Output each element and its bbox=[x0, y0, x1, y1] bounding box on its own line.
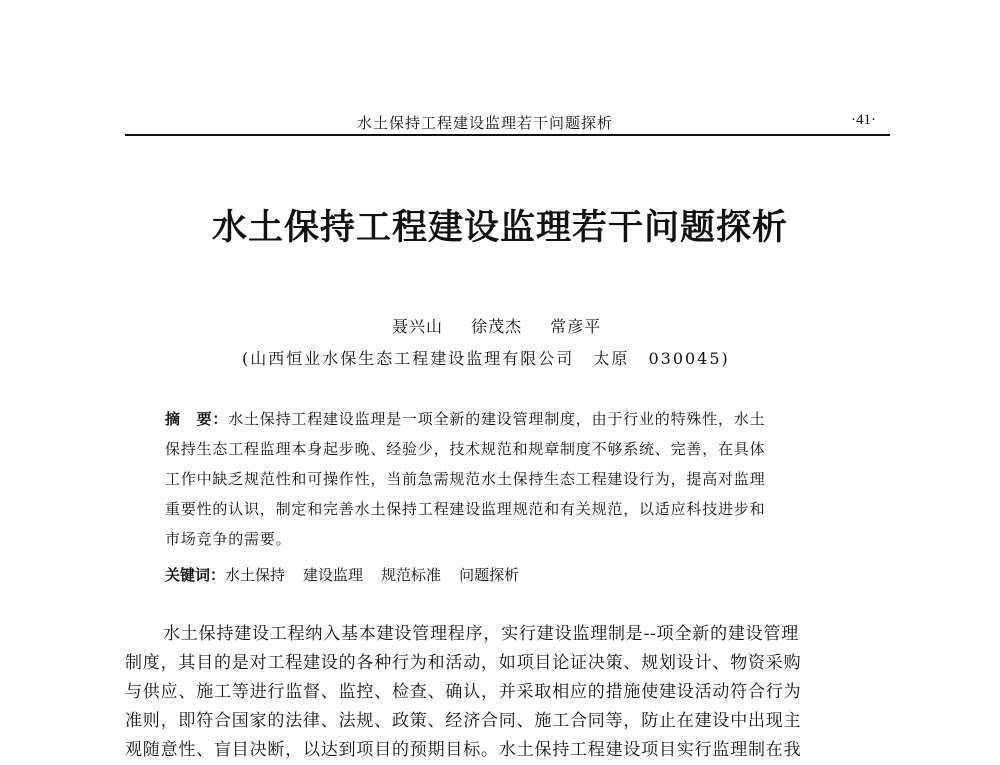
keywords-label: 关键词： bbox=[165, 566, 226, 584]
abstract-text: 水土保持工程建设监理是一项全新的建设管理制度，由于行业的特殊性，水土 bbox=[228, 410, 766, 428]
body-line: 准则，即符合国家的法律、法规、政策、经济合同、施工合同等，防止在建设中出现主 bbox=[125, 711, 802, 731]
keywords bbox=[165, 560, 537, 590]
author-name: 徐茂杰 bbox=[471, 317, 523, 336]
author-name: 聂兴山 bbox=[392, 317, 444, 336]
keyword: 水土保持 bbox=[225, 566, 286, 584]
body-line: 水土保持建设工程纳入基本建设管理程序，实行建设监理制是--项全新的建设管理 bbox=[163, 624, 800, 644]
body-line: 与供应、施工等进行监督、监控、检查、确认，并采取相应的措施使建设活动符合行为 bbox=[125, 682, 802, 702]
author-name: 常彦平 bbox=[550, 317, 602, 336]
header-rule bbox=[125, 134, 890, 136]
running-title: 水土保持工程建设监理若干问题探析 bbox=[357, 114, 614, 132]
affiliation-city: 太原 bbox=[593, 349, 630, 368]
abstract-line bbox=[165, 404, 855, 434]
keyword: 问题探析 bbox=[459, 566, 520, 584]
abstract-line: 重要性的认识，制定和完善水土保持工程建设监理规范和有关规范，以适应科技进步和 bbox=[165, 500, 766, 518]
running-head bbox=[125, 112, 890, 134]
body-line: 制度，其目的是对工程建设的各种行为和活动，如项目论证决策、规划设计、物资采购 bbox=[125, 653, 802, 673]
article-title: 水土保持工程建设监理若干问题探析 bbox=[211, 207, 788, 248]
abstract-line: 保持生态工程监理本身起步晚、经验少，技术规范和规章制度不够系统、完善，在具体 bbox=[165, 440, 766, 458]
body-paragraph bbox=[125, 620, 895, 765]
keyword: 建设监理 bbox=[303, 566, 364, 584]
affiliation bbox=[242, 346, 742, 369]
keyword: 规范标准 bbox=[381, 566, 442, 584]
abstract-line: 工作中缺乏规范性和可操作性，当前急需规范水土保持生态工程建设行为，提高对监理 bbox=[165, 470, 766, 488]
abstract bbox=[165, 404, 855, 554]
author-list bbox=[392, 314, 623, 337]
page-number: ·41· bbox=[851, 112, 876, 128]
abstract-label: 摘 要： bbox=[165, 410, 229, 428]
affiliation-organization: (山西恒业水保生态工程建设监理有限公司 bbox=[242, 349, 575, 368]
abstract-line: 市场竞争的需要。 bbox=[165, 530, 292, 548]
body-line: 观随意性、盲目决断，以达到项目的预期目标。水土保持工程建设项目实行监理制在我 bbox=[125, 740, 802, 760]
affiliation-postcode: 030045) bbox=[648, 349, 730, 368]
